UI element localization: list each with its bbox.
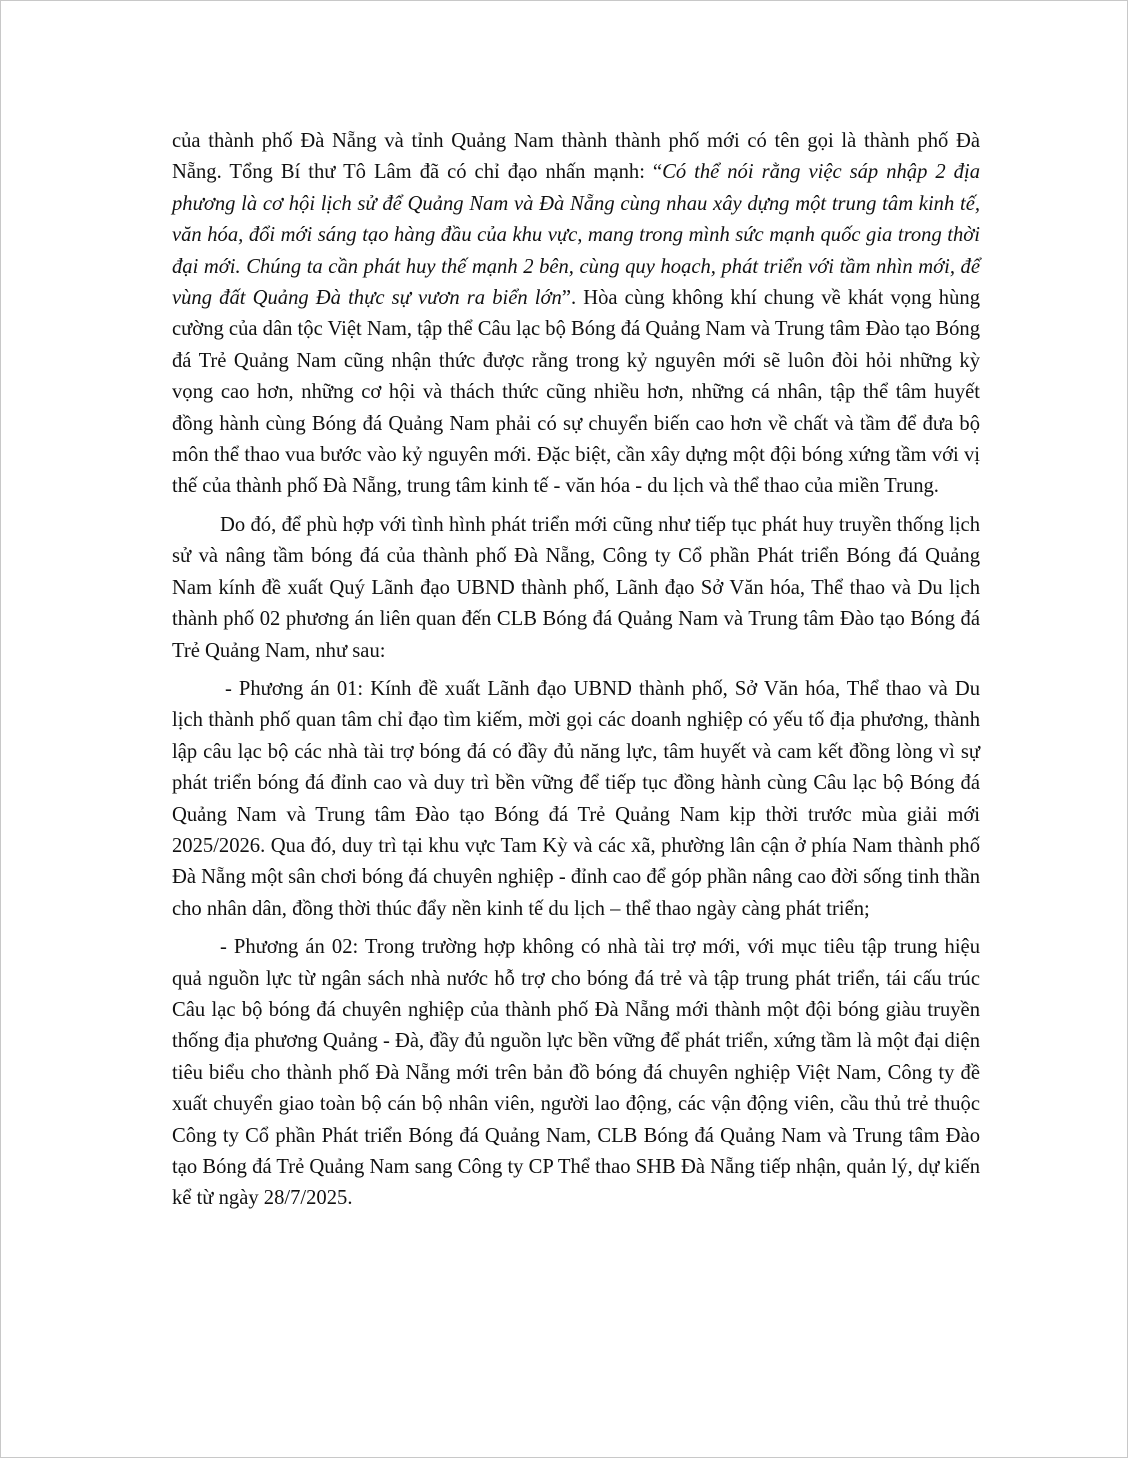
paragraph-text: ”. Hòa cùng không khí chung về khát vọng hùng cường của dân tộc Việt Nam, tập thể Câu lạc bộ Bóng đá Quảng Nam và Trung tâm Đào tạo Bóng đá Trẻ Quảng Nam cũng nhận thức được rằng trong kỷ nguyên mới sẽ luôn đòi hỏi những kỳ vọng cao hơn, những cơ hội và thách thức cũng nhiều hơn, những cá nhân, tập thể tâm huyết đồng hành cùng Bóng đá Quảng Nam phải có sự chuyển biến cao hơn về chất và tầm để đưa bộ môn thể thao vua bước vào kỷ nguyên mới. Đặc biệt, cần xây dựng một đội bóng xứng tầm với vị thế của thành phố Đà Nẵng, trung tâm kinh tế - văn hóa - du lịch và thể thao của miền Trung. (172, 287, 980, 498)
document-body (172, 126, 980, 1215)
paragraph-text: của thành phố Đà Nẵng và tỉnh Quảng Nam thành thành phố mới có tên gọi là thành phố Đà Nẵng. Tổng Bí thư Tô Lâm đã có chỉ đạo nhấn mạnh: “ (172, 130, 980, 184)
paragraph-option-02: - Phương án 02: Trong trường hợp không có nhà tài trợ mới, với mục tiêu tập trung hiệu quả nguồn lực từ ngân sách nhà nước hỗ trợ cho bóng đá trẻ và tập trung phát triển, tái cấu trúc Câu lạc bộ bóng đá chuyên nghiệp của thành phố Đà Nẵng mới thành một đội bóng giàu truyền thống địa phương Quảng - Đà, đầy đủ nguồn lực bền vững để phát triển, xứng tầm là một đại diện tiêu biểu cho thành phố Đà Nẵng mới trên bản đồ bóng đá chuyên nghiệp Việt Nam, Công ty đề xuất chuyển giao toàn bộ cán bộ nhân viên, người lao động, các vận động viên, cầu thủ trẻ thuộc Công ty Cổ phần Phát triển Bóng đá Quảng Nam, CLB Bóng đá Quảng Nam và Trung tâm Đào tạo Bóng đá Trẻ Quảng Nam sang Công ty CP Thể thao SHB Đà Nẵng tiếp nhận, quản lý, dự kiến kể từ ngày 28/7/2025. (172, 936, 980, 1210)
paragraph-continuation (172, 126, 980, 503)
paragraph-option-01: - Phương án 01: Kính đề xuất Lãnh đạo UBND thành phố, Sở Văn hóa, Thể thao và Du lịch thành phố quan tâm chỉ đạo tìm kiếm, mời gọi các doanh nghiệp có yếu tố địa phương, thành lập câu lạc bộ các nhà tài trợ bóng đá có đầy đủ năng lực, tâm huyết và cam kết đồng lòng vì sự phát triển bóng đá đỉnh cao và duy trì bền vững để tiếp tục đồng hành cùng Câu lạc bộ Bóng đá Quảng Nam và Trung tâm Đào tạo Bóng đá Trẻ Quảng Nam kịp thời trước mùa giải mới 2025/2026. Qua đó, duy trì tại khu vực Tam Kỳ và các xã, phường lân cận ở phía Nam thành phố Đà Nẵng một sân chơi bóng đá chuyên nghiệp - đỉnh cao để góp phần nâng cao đời sống tinh thần cho nhân dân, đồng thời thúc đẩy nền kinh tế du lịch – thể thao ngày càng phát triển; (172, 677, 980, 920)
quote-text: Có thể nói rằng việc sáp nhập 2 địa phương là cơ hội lịch sử để Quảng Nam và Đà Nẵng cùng nhau xây dựng một trung tâm kinh tế, văn hóa, đổi mới sáng tạo hàng đầu của khu vực, mang trong mình sức mạnh quốc gia trong thời đại mới. Chúng ta cần phát huy thế mạnh 2 bên, cùng quy hoạch, phát triển với tầm nhìn mới, để vùng đất Quảng Đà thực sự vươn ra biển lớn (172, 161, 980, 310)
paragraph-proposal-intro: Do đó, để phù hợp với tình hình phát triển mới cũng như tiếp tục phát huy truyền thống lịch sử và nâng tầm bóng đá của thành phố Đà Nẵng, Công ty Cổ phần Phát triển Bóng đá Quảng Nam kính đề xuất Quý Lãnh đạo UBND thành phố, Lãnh đạo Sở Văn hóa, Thể thao và Du lịch thành phố 02 phương án liên quan đến CLB Bóng đá Quảng Nam và Trung tâm Đào tạo Bóng đá Trẻ Quảng Nam, như sau: (172, 513, 980, 662)
